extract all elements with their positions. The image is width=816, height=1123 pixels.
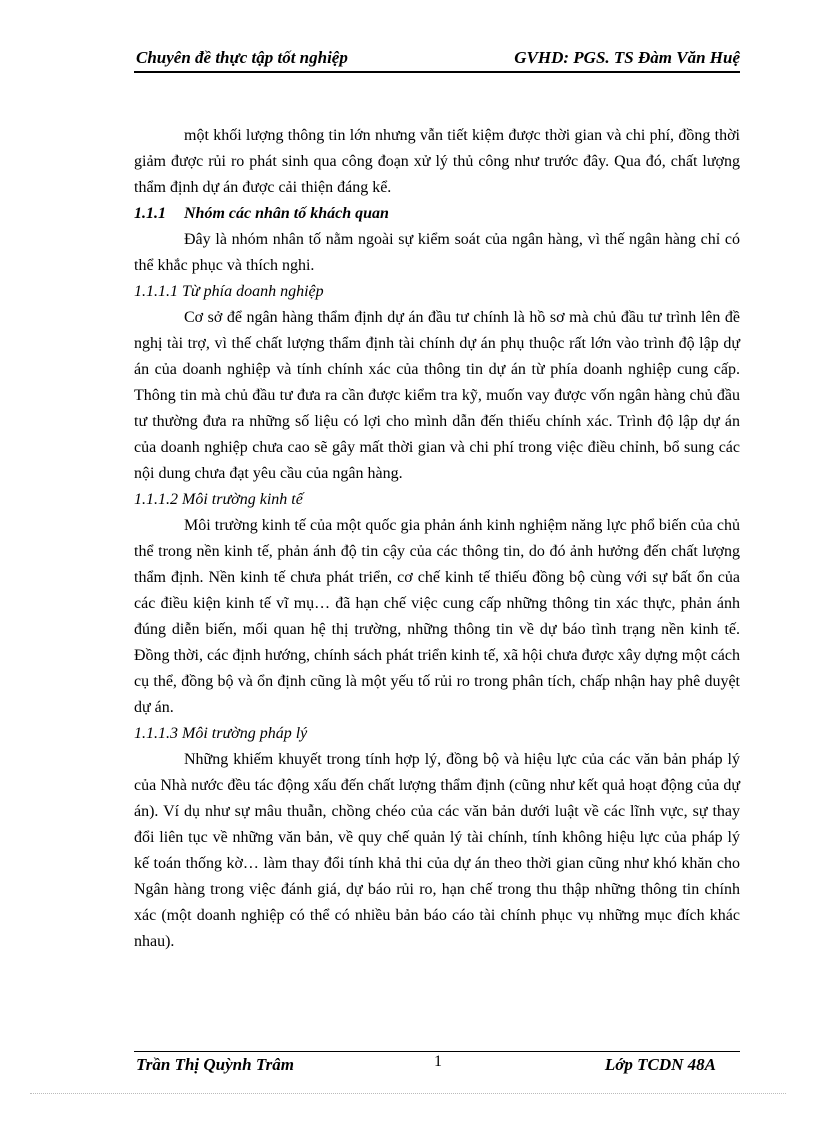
page-bottom-edge <box>30 1093 786 1094</box>
document-body <box>134 123 740 955</box>
paragraph-legal: Những khiếm khuyết trong tính hợp lý, đồng bộ và hiệu lực của các văn bản pháp lý của Nhà nước đều tác động xấu đến chất lượng thẩm định (cũng như kết quả hoạt động của dự án). Ví dụ như sự mâu thuẫn, chồng chéo của các văn bản dưới luật về các lĩnh vực, sự thay đổi liên tục về những văn bản, về quy chế quản lý tài chính, tính không hiệu lực của pháp lý kế toán thống kờ… làm thay đổi tính khả thi của dự án theo thời gian cũng như khó khăn cho Ngân hàng trong việc đánh giá, dự báo rủi ro, hạn chế trong thu thập những thông tin chính xác (một doanh nghiệp có thể có nhiều bản báo cáo tài chính phục vụ những mục đích khác nhau). <box>134 751 740 950</box>
paragraph-intro: một khối lượng thông tin lớn nhưng vẫn tiết kiệm được thời gian và chi phí, đồng thời giảm được rủi ro phát sinh qua công đoạn xử lý thủ công như trước đây. Qua đó, chất lượng thẩm định dự án được cải thiện đáng kể. <box>134 127 740 196</box>
page-header <box>134 47 740 73</box>
footer-author: Trần Thị Quỳnh Trâm <box>136 1055 294 1074</box>
page-footer <box>134 1055 740 1077</box>
section-title: Nhóm các nhân tố khách quan <box>184 205 389 222</box>
header-supervisor: GVHD: PGS. TS Đàm Văn Huệ <box>514 48 740 67</box>
subsection-heading-enterprise: 1.1.1.1 Từ phía doanh nghiệp <box>134 283 324 300</box>
subsection-heading-legal: 1.1.1.3 Môi trường pháp lý <box>134 725 308 742</box>
header-title: Chuyên đề thực tập tốt nghiệp <box>136 48 348 67</box>
paragraph-objective-factors: Đây là nhóm nhân tố nằm ngoài sự kiểm soát của ngân hàng, vì thế ngân hàng chỉ có thể khắc phục và thích nghi. <box>134 231 740 274</box>
footer-divider <box>134 1051 740 1052</box>
subsection-heading-economy: 1.1.1.2 Môi trường kinh tế <box>134 491 303 508</box>
footer-class: Lớp TCDN 48A <box>604 1055 716 1074</box>
paragraph-economy: Môi trường kinh tế của một quốc gia phản ánh kinh nghiệm năng lực phổ biến của chủ thể trong nền kinh tế, phản ánh độ tin cậy của các thông tin, do đó ảnh hưởng đến chất lượng thẩm định. Nền kinh tế chưa phát triển, cơ chế kinh tế thiếu đồng bộ cùng với sự bất ổn của các điều kiện kinh tế vĩ mụ… đã hạn chế việc cung cấp những thông tin xác thực, phản ánh đúng diễn biến, mối quan hệ thị trường, những thông tin về dự báo tình trạng nền kinh tế. Đồng thời, các định hướng, chính sách phát triển kinh tế, xã hội chưa được xây dựng một cách cụ thể, đồng bộ và ổn định cũng là một yếu tố rủi ro trong phân tích, chấp nhận hay phê duyệt dự án. <box>134 517 740 716</box>
section-heading <box>134 201 740 227</box>
section-number: 1.1.1 <box>134 205 166 222</box>
paragraph-enterprise: Cơ sở để ngân hàng thẩm định dự án đầu tư chính là hồ sơ mà chủ đầu tư trình lên đề nghị tài trợ, vì thế chất lượng thẩm định tài chính dự án phụ thuộc rất lớn vào trình độ lập dự án của doanh nghiệp và tính chính xác của thông tin dự án từ phía doanh nghiệp cung cấp. Thông tin mà chủ đầu tư đưa ra cần được kiểm tra kỹ, muốn vay được vốn ngân hàng chủ đầu tư thường đưa ra những số liệu có lợi cho mình dẫn đến thiếu chính xác. Trình độ lập dự án của doanh nghiệp chưa cao sẽ gây mất thời gian và chi phí trong việc điều chỉnh, bổ sung các nội dung chưa đạt yêu cầu của ngân hàng. <box>134 309 740 482</box>
page-number: 1 <box>434 1053 442 1070</box>
